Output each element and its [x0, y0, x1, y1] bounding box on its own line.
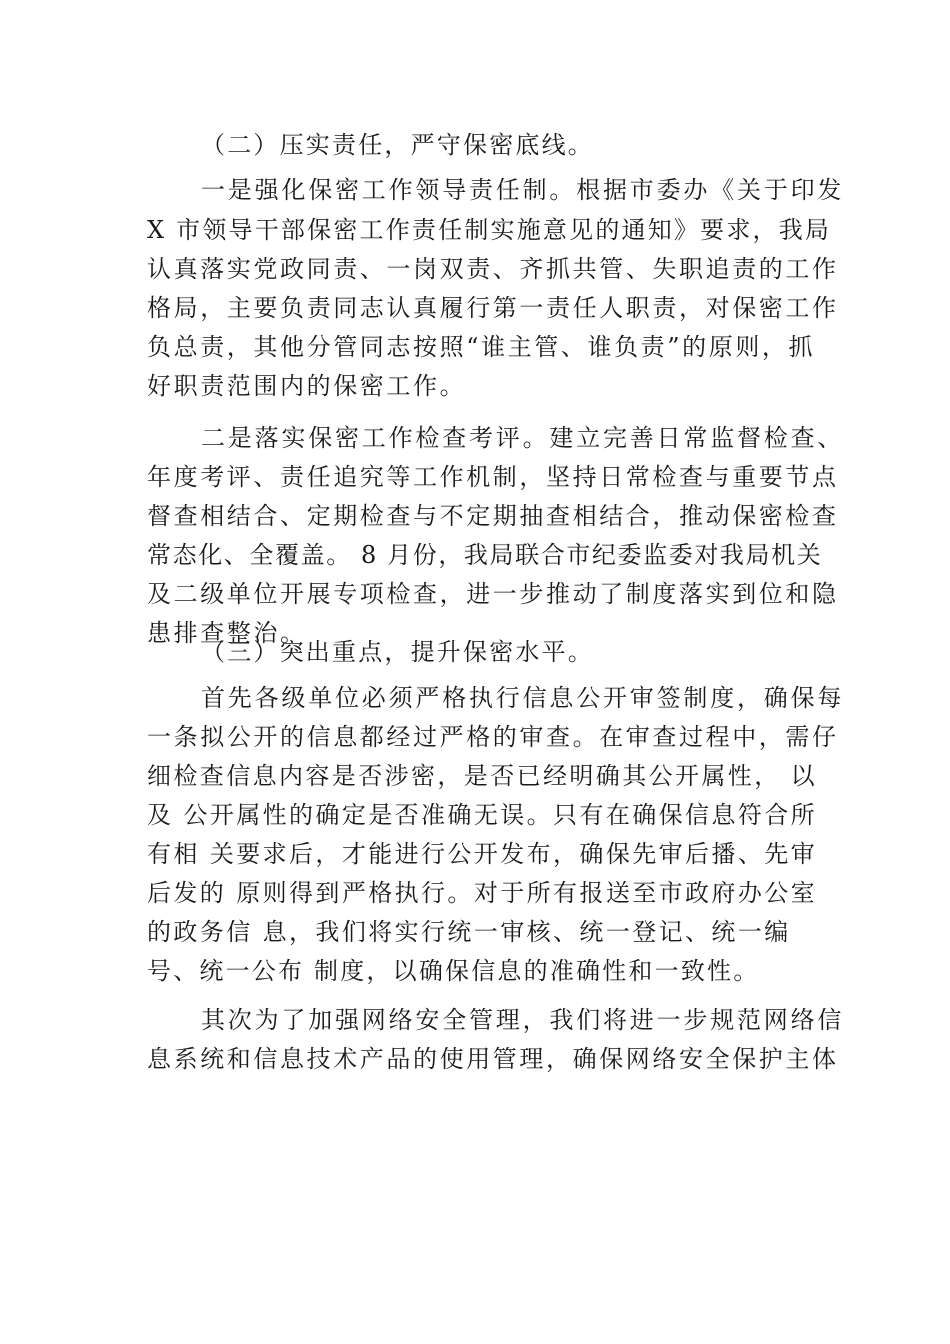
paragraph-line: 息系统和信息技术产品的使用管理，确保网络安全保护主体: [147, 1045, 839, 1073]
paragraph-line: X 市领导干部保密工作责任制实施意见的通知》要求，我局: [147, 216, 832, 244]
paragraph-line: 及二级单位开展专项检查，进一步推动了制度落实到位和隐: [147, 580, 839, 608]
paragraph-line: 首先各级单位必须严格执行信息公开审签制度，确保每: [201, 684, 845, 712]
paragraph-line: 认真落实党政同责、一岗双责、齐抓共管、失职追责的工作: [147, 255, 839, 283]
paragraph-line: 常态化、全覆盖。 8 月份，我局联合市纪委监委对我局机关: [147, 541, 823, 569]
paragraph-line: 一是强化保密工作领导责任制。根据市委办《关于印发: [201, 176, 845, 204]
section-heading: （二）压实责任，严守保密底线。: [201, 131, 594, 159]
paragraph-line: 有相 关要求后，才能进行公开发布，确保先审后播、先审: [147, 840, 818, 868]
paragraph-line: 一条拟公开的信息都经过严格的审查。在审查过程中，需仔: [147, 723, 839, 751]
paragraph-line: 督查相结合、定期检查与不定期抽查相结合，推动保密检查: [147, 502, 839, 530]
section-heading: （三）突出重点，提升保密水平。: [201, 638, 594, 666]
paragraph-line: 患排查整治。: [147, 619, 307, 647]
paragraph-line: 后发的 原则得到严格执行。对于所有报送至市政府办公室: [147, 879, 818, 907]
paragraph-line: 二是落实保密工作检查考评。建立完善日常监督检查、: [201, 424, 845, 452]
paragraph-line: 及 公开属性的确定是否准确无误。只有在确保信息符合所: [147, 801, 818, 829]
paragraph-line: 负总责，其他分管同志按照“谁主管、谁负责”的原则，抓: [147, 333, 816, 361]
paragraph-line: 年度考评、责任追究等工作机制，坚持日常检查与重要节点: [147, 463, 839, 491]
paragraph-line: 好职责范围内的保密工作。: [147, 372, 467, 400]
paragraph-line: 格局，主要负责同志认真履行第一责任人职责，对保密工作: [147, 294, 839, 322]
paragraph-line: 细检查信息内容是否涉密，是否已经明确其公开属性， 以: [147, 762, 818, 790]
paragraph-line: 的政务信 息，我们将实行统一审核、统一登记、统一编: [147, 918, 791, 946]
paragraph-line: 其次为了加强网络安全管理，我们将进一步规范网络信: [201, 1006, 845, 1034]
paragraph-line: 号、统一公布 制度，以确保信息的准确性和一致性。: [147, 957, 760, 985]
